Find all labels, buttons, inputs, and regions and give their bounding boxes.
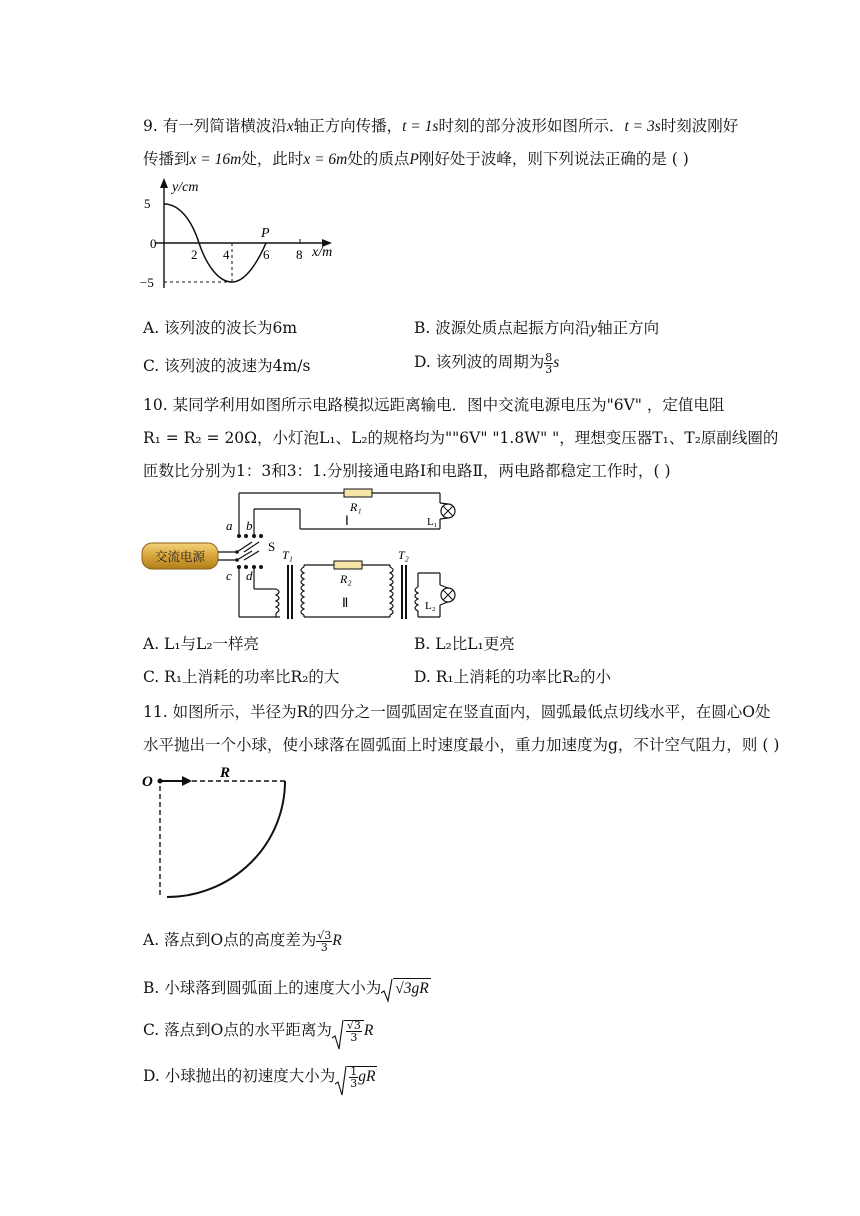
q10-contact-c: c: [226, 568, 232, 583]
q9-option-d[interactable]: [414, 350, 559, 375]
q9-stem-line2: [143, 147, 689, 169]
q10-contact-a: a: [226, 518, 233, 533]
q10-l1-label: L₁: [427, 516, 438, 528]
q9-option-d-unit: s: [553, 354, 560, 371]
q10-l2-label: L₂: [425, 600, 436, 612]
q11-option-d[interactable]: [143, 1064, 377, 1089]
frac-num: √3: [317, 928, 332, 942]
q10-circuit-diagram: [140, 485, 470, 623]
q9-text: 时刻的部分波形如图所示．: [438, 117, 625, 135]
q9-xtick-2: 2: [191, 247, 198, 262]
frac-den: 3: [320, 940, 328, 954]
q9-option-b-text: B. 波源处质点起振方向沿: [414, 319, 591, 337]
q11-arc-figure: [140, 762, 300, 904]
q11-option-b-radicand: √3gR: [395, 980, 429, 997]
q11-option-d-fraction: [349, 1066, 358, 1089]
q9-stem-line1: [143, 114, 738, 136]
frac-den: 3: [545, 362, 553, 376]
q9-option-b[interactable]: [414, 316, 659, 338]
q11-option-c-radical: [332, 1020, 364, 1043]
q9-text: 处，此时: [241, 150, 304, 168]
q11-option-d-text: D. 小球抛出的初速度大小为: [143, 1067, 336, 1085]
q10-circuit-ii-label: Ⅱ: [342, 595, 349, 610]
q9-xtick-8: 8: [296, 247, 303, 262]
q9-ylabel: y/cm: [172, 180, 199, 195]
q10-t2-label: T₂: [398, 548, 409, 562]
q10-stem-line2: R₁ = R₂ = 20Ω，小灯泡L₁、L₂的规格均为""6V" "1.8W" "，理想变压器T₁、T₂原副线圈的: [143, 429, 779, 447]
q9-ytick-neg5: −5: [140, 275, 154, 290]
q9-option-d-fraction: [544, 352, 553, 375]
q9-text: 时刻波刚好: [660, 117, 739, 135]
q9-time-1: t = 1s: [402, 118, 439, 135]
q10-option-c[interactable]: C. R₁上消耗的功率比R₂的大: [143, 668, 340, 686]
q9-point-label: P: [261, 226, 270, 241]
q9-option-b-text2: 轴正方向: [597, 319, 660, 337]
q10-contact-d: d: [246, 568, 253, 583]
q10-contact-b: b: [246, 518, 253, 533]
q11-stem-line2: 水平抛出一个小球，使小球落在圆弧面上时速度最小，重力加速度为g，不计空气阻力，则 ( ): [143, 736, 780, 754]
q11-option-c-var: R: [363, 1022, 374, 1039]
q9-text: 9. 有一列简谐横波沿: [143, 117, 287, 135]
q10-option-d[interactable]: D. R₁上消耗的功率比R₂的小: [414, 668, 611, 686]
q9-xtick-6: 6: [263, 247, 270, 262]
q11-option-b[interactable]: [143, 976, 431, 998]
q11-option-a[interactable]: [143, 928, 342, 953]
q9-time-3: t = 3s: [624, 118, 661, 135]
frac-num: 1: [350, 1064, 358, 1078]
q9-text: 轴正方向传播，: [293, 117, 403, 135]
q10-circuit-i-label: Ⅰ: [345, 513, 349, 528]
q10-r2-label: R₂: [340, 572, 352, 586]
q9-pos-16: x = 16m: [189, 151, 242, 168]
q11-radius-r: R: [220, 765, 231, 781]
q10-option-b[interactable]: B. L₂比L₁更亮: [414, 635, 515, 653]
q9-ytick-0: 0: [150, 236, 157, 251]
q9-var-x: x: [286, 118, 294, 135]
q10-switch-s: S: [268, 539, 276, 554]
q11-option-c-fraction: [346, 1020, 362, 1043]
q9-option-c-text: C. 该列波的波速为4m/s: [143, 357, 311, 375]
frac-den: 3: [350, 1030, 358, 1044]
q9-text: 传播到: [143, 150, 190, 168]
q11-option-c[interactable]: [143, 1018, 373, 1043]
q9-point-p: P: [409, 151, 419, 168]
q11-option-b-radical: [381, 979, 430, 998]
q11-option-d-radical: [335, 1066, 377, 1089]
q9-option-a-text: A. 该列波的波长为6m: [143, 319, 298, 337]
q9-ytick-5: 5: [144, 196, 151, 211]
q10-stem-line3: 匝数比分别为1：3和3：1.分别接通电路Ⅰ和电路Ⅱ，两电路都稳定工作时，( ): [143, 462, 671, 480]
frac-num: 8: [545, 350, 553, 364]
q9-pos-6: x = 6m: [303, 151, 348, 168]
q10-source-label: 交流电源: [154, 549, 206, 564]
q10-stem-line1: 10. 某同学利用如图所示电路模拟远距离输电．图中交流电源电压为"6V" ，定值电阻: [143, 396, 725, 414]
q9-text: 刚好处于波峰，则下列说法正确的是 ( ): [418, 150, 689, 168]
frac-num: √3: [346, 1018, 361, 1032]
frac-den: 3: [350, 1076, 358, 1090]
q9-option-a[interactable]: [143, 316, 297, 338]
q9-option-d-text: D. 该列波的周期为: [414, 353, 545, 371]
q11-option-d-var: gR: [358, 1068, 376, 1085]
q10-t1-label: T₁: [282, 548, 293, 562]
q9-xlabel: x/m: [312, 245, 333, 260]
q11-option-b-text: B. 小球落到圆弧面上的速度大小为: [143, 979, 382, 997]
q9-option-b-var: y: [590, 320, 598, 337]
q9-xtick-4: 4: [223, 247, 230, 262]
q10-r1-label: R₁: [350, 500, 362, 514]
q11-stem-line1: 11. 如图所示，半径为R的四分之一圆弧固定在竖直面内，圆弧最低点切线水平，在圆心O处: [143, 703, 771, 721]
q9-text: 处的质点: [347, 150, 410, 168]
q9-option-c[interactable]: [143, 354, 310, 376]
q11-option-a-text: A. 落点到O点的高度差为: [143, 931, 317, 949]
q9-wave-graph: [140, 176, 340, 296]
q11-option-a-fraction: [316, 930, 332, 953]
q11-center-o: O: [142, 774, 153, 790]
q11-option-c-text: C. 落点到O点的水平距离为: [143, 1021, 332, 1039]
q10-option-a[interactable]: A. L₁与L₂一样亮: [143, 635, 260, 653]
q11-option-a-var: R: [332, 932, 342, 949]
